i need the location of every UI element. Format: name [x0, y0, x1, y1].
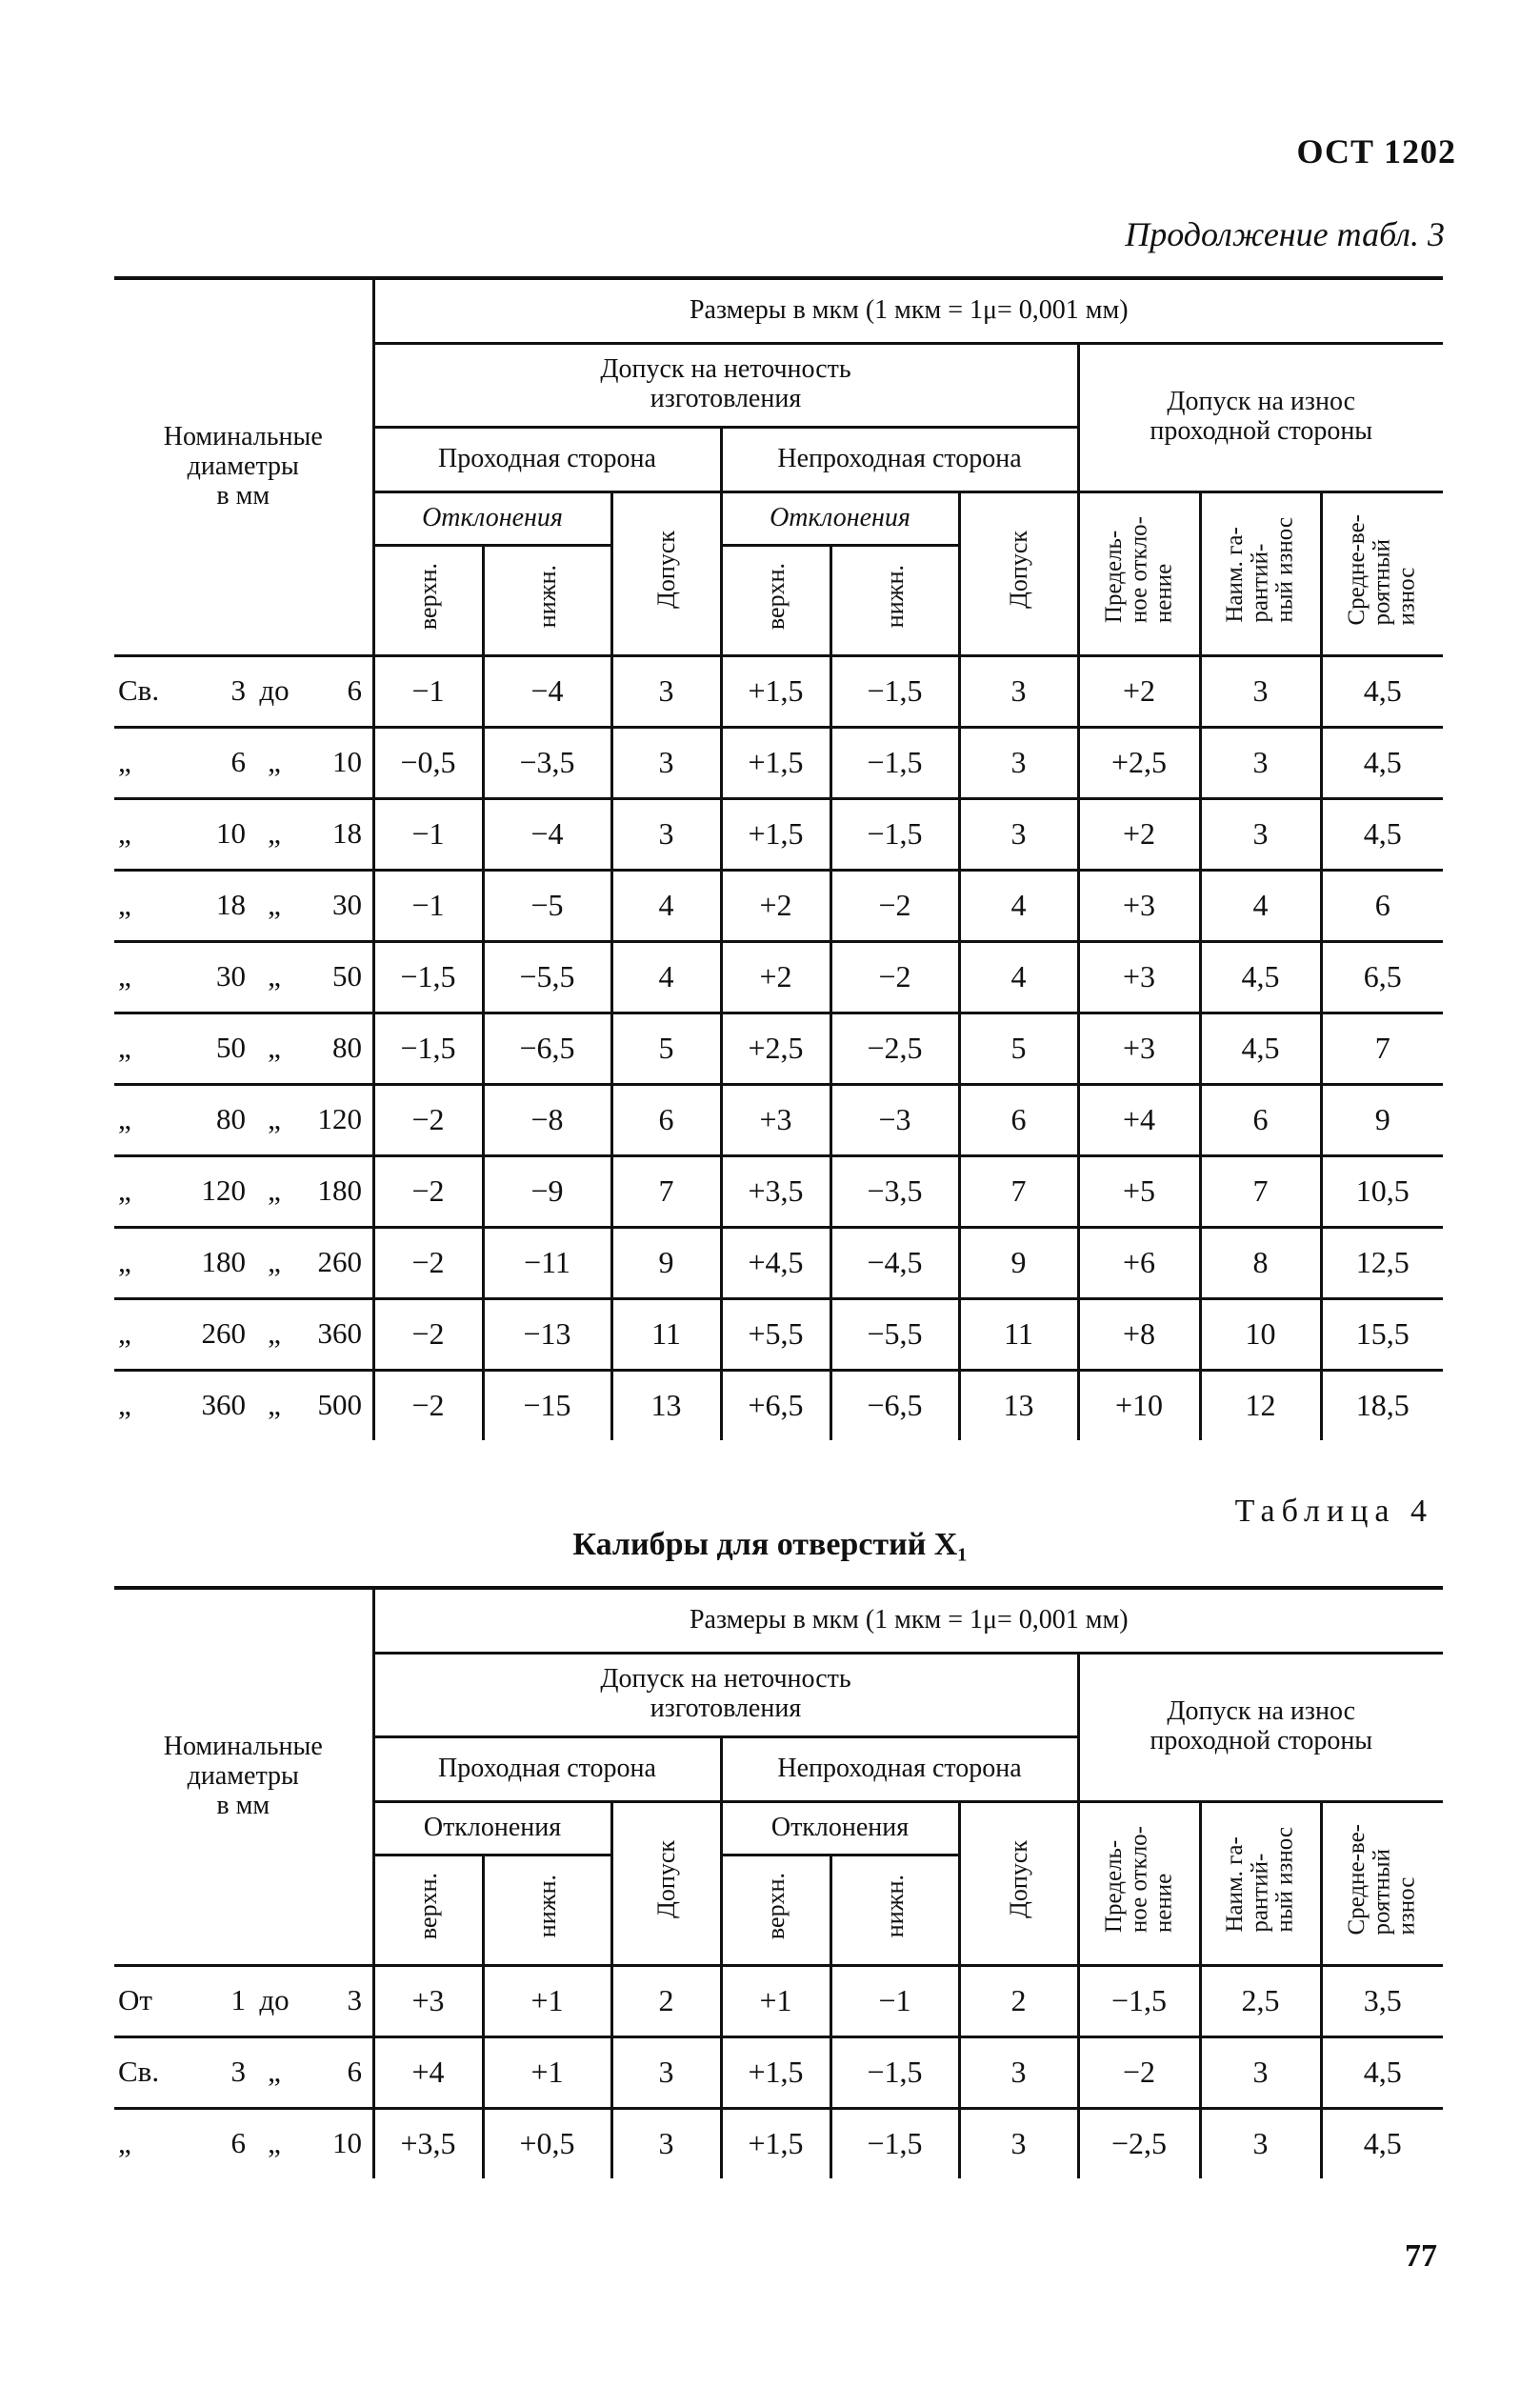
nominal-diameter-cell	[114, 655, 373, 727]
nogo-tolerance-header	[959, 1801, 1078, 1965]
nominal-diameter-cell	[114, 2108, 373, 2178]
go-deviations-header: Отклонения	[373, 491, 611, 545]
diameter-to: 120	[317, 1102, 362, 1136]
diameter-to: 30	[332, 888, 362, 922]
table-4-body	[114, 1965, 1443, 2178]
cell-nogo-upper: +4,5	[721, 1227, 830, 1298]
cell-limit-dev: +3	[1078, 870, 1200, 941]
cell-go-lower: −6,5	[483, 1013, 611, 1084]
cell-go-upper: +4	[373, 2036, 483, 2108]
diameter-conj: „	[268, 1031, 281, 1065]
nominal-diameter-cell	[114, 2036, 373, 2108]
table-row	[114, 1298, 1443, 1370]
nominal-diameter-cell	[114, 1155, 373, 1227]
cell-go-lower: −5	[483, 870, 611, 941]
diameter-pre: „	[118, 1316, 131, 1351]
diameter-conj: „	[268, 745, 281, 779]
cell-nogo-lower: −6,5	[830, 1370, 959, 1440]
nominal-diameter-cell	[114, 1227, 373, 1298]
cell-nogo-tol: 7	[959, 1155, 1078, 1227]
diameter-from: 10	[216, 816, 246, 851]
diameter-from: 260	[201, 1316, 246, 1351]
diameter-from: 30	[216, 959, 246, 993]
nogo-deviations-header: Отклонения	[721, 1801, 959, 1855]
wear-tolerance-header: Допуск на износ проходной стороны	[1078, 1653, 1443, 1801]
cell-go-lower: −15	[483, 1370, 611, 1440]
mean-probable-wear-header	[1321, 1801, 1443, 1965]
nominal-diameter-cell	[114, 1084, 373, 1155]
cell-mean-wear: 15,5	[1321, 1298, 1443, 1370]
nominal-diameter-cell	[114, 727, 373, 798]
cell-go-tol: 3	[611, 2036, 721, 2108]
nominal-diameter-cell	[114, 1298, 373, 1370]
diameter-to: 6	[347, 2055, 362, 2089]
diameter-conj: „	[268, 2126, 281, 2160]
cell-nogo-lower: −3	[830, 1084, 959, 1155]
cell-go-tol: 9	[611, 1227, 721, 1298]
go-deviations-header: Отклонения	[373, 1801, 611, 1855]
cell-go-upper: −0,5	[373, 727, 483, 798]
cell-mean-wear: 6	[1321, 870, 1443, 941]
go-upper-label: верхн.	[413, 563, 442, 631]
cell-nogo-tol: 9	[959, 1227, 1078, 1298]
diameter-conj: „	[268, 1388, 281, 1422]
diameter-pre: „	[118, 2126, 131, 2160]
cell-mean-wear: 4,5	[1321, 727, 1443, 798]
nogo-upper-header	[721, 1855, 830, 1965]
page-number: 77	[1405, 2238, 1437, 2274]
cell-nogo-lower: −4,5	[830, 1227, 959, 1298]
cell-mean-wear: 4,5	[1321, 655, 1443, 727]
cell-go-tol: 3	[611, 2108, 721, 2178]
cell-nogo-lower: −2	[830, 941, 959, 1013]
table-row	[114, 1227, 1443, 1298]
diameter-conj: „	[268, 1316, 281, 1351]
diameter-to: 18	[332, 816, 362, 851]
cell-go-lower: +1	[483, 1965, 611, 2036]
cell-mean-wear: 7	[1321, 1013, 1443, 1084]
cell-nogo-lower: −5,5	[830, 1298, 959, 1370]
cell-mean-wear: 10,5	[1321, 1155, 1443, 1227]
diameter-pre: „	[118, 959, 131, 993]
cell-go-lower: −13	[483, 1298, 611, 1370]
table-row	[114, 1084, 1443, 1155]
diameter-pre: „	[118, 888, 131, 922]
diameter-conj: до	[259, 1983, 290, 2017]
cell-nogo-tol: 11	[959, 1298, 1078, 1370]
diameter-from: 80	[216, 1102, 246, 1136]
cell-nogo-tol: 13	[959, 1370, 1078, 1440]
limit-deviation-label: Предель- ное откло- нение	[1100, 1826, 1177, 1934]
manufacturing-tolerance-header: Допуск на неточность изготовления	[373, 1653, 1078, 1736]
cell-go-lower: −9	[483, 1155, 611, 1227]
table-4-title: Калибры для отверстий X₁	[572, 1527, 968, 1562]
nogo-tolerance-header	[959, 491, 1078, 655]
cell-nogo-upper: +1	[721, 1965, 830, 2036]
cell-go-upper: −1	[373, 798, 483, 870]
go-tolerance-header	[611, 491, 721, 655]
cell-go-upper: −1	[373, 870, 483, 941]
cell-nogo-upper: +5,5	[721, 1298, 830, 1370]
cell-min-wear: 3	[1200, 2036, 1321, 2108]
cell-nogo-tol: 3	[959, 655, 1078, 727]
nogo-lower-label: нижн.	[880, 1875, 909, 1938]
diameter-from: 1	[230, 1983, 246, 2017]
diameter-pre: От	[118, 1983, 152, 2017]
cell-nogo-tol: 3	[959, 798, 1078, 870]
table-row	[114, 655, 1443, 727]
cell-nogo-lower: −1,5	[830, 2036, 959, 2108]
nogo-tolerance-label: Допуск	[1004, 1840, 1032, 1919]
cell-go-lower: −4	[483, 655, 611, 727]
table-3-body	[114, 655, 1443, 1440]
sizes-unit-header: Размеры в мкм (1 мкм = 1μ= 0,001 мм)	[373, 278, 1443, 343]
diameter-to: 10	[332, 745, 362, 779]
cell-limit-dev: +4	[1078, 1084, 1200, 1155]
go-lower-header	[483, 1855, 611, 1965]
table-row	[114, 1013, 1443, 1084]
cell-go-tol: 3	[611, 655, 721, 727]
go-side-header: Проходная сторона	[373, 1736, 721, 1801]
cell-mean-wear: 18,5	[1321, 1370, 1443, 1440]
cell-go-upper: −1,5	[373, 1013, 483, 1084]
cell-nogo-lower: −1,5	[830, 655, 959, 727]
cell-mean-wear: 4,5	[1321, 798, 1443, 870]
diameter-from: 120	[201, 1173, 246, 1208]
cell-nogo-upper: +1,5	[721, 2036, 830, 2108]
limit-deviation-label: Предель- ное откло- нение	[1100, 516, 1177, 624]
table-row	[114, 2036, 1443, 2108]
cell-go-tol: 4	[611, 941, 721, 1013]
nogo-deviations-header: Отклонения	[721, 491, 959, 545]
cell-limit-dev: +3	[1078, 1013, 1200, 1084]
diameter-conj: „	[268, 1102, 281, 1136]
diameter-from: 6	[230, 745, 246, 779]
nominal-diameter-cell	[114, 1965, 373, 2036]
cell-go-upper: +3	[373, 1965, 483, 2036]
cell-min-wear: 6	[1200, 1084, 1321, 1155]
diameter-pre: „	[118, 1102, 131, 1136]
cell-min-wear: 12	[1200, 1370, 1321, 1440]
nominal-diameter-cell	[114, 798, 373, 870]
diameter-from: 18	[216, 888, 246, 922]
nogo-lower-header	[830, 1855, 959, 1965]
cell-go-lower: +1	[483, 2036, 611, 2108]
cell-nogo-upper: +2	[721, 941, 830, 1013]
diameter-conj: до	[259, 673, 290, 708]
cell-limit-dev: +2	[1078, 798, 1200, 870]
cell-go-upper: −2	[373, 1084, 483, 1155]
cell-go-tol: 2	[611, 1965, 721, 2036]
cell-limit-dev: +8	[1078, 1298, 1200, 1370]
cell-limit-dev: −1,5	[1078, 1965, 1200, 2036]
cell-min-wear: 8	[1200, 1227, 1321, 1298]
cell-min-wear: 4,5	[1200, 941, 1321, 1013]
cell-nogo-tol: 3	[959, 2108, 1078, 2178]
cell-nogo-tol: 3	[959, 727, 1078, 798]
cell-nogo-lower: −3,5	[830, 1155, 959, 1227]
diameter-from: 360	[201, 1388, 246, 1422]
cell-limit-dev: +3	[1078, 941, 1200, 1013]
cell-limit-dev: −2,5	[1078, 2108, 1200, 2178]
cell-nogo-tol: 3	[959, 2036, 1078, 2108]
diameter-from: 3	[230, 2055, 246, 2089]
diameter-to: 6	[347, 673, 362, 708]
go-upper-label: верхн.	[413, 1873, 442, 1940]
cell-go-upper: −2	[373, 1227, 483, 1298]
table-row	[114, 1155, 1443, 1227]
cell-go-lower: −8	[483, 1084, 611, 1155]
cell-limit-dev: +5	[1078, 1155, 1200, 1227]
cell-nogo-upper: +3	[721, 1084, 830, 1155]
manufacturing-tolerance-header: Допуск на неточность изготовления	[373, 343, 1078, 427]
standard-code: ОСТ 1202	[1296, 132, 1456, 170]
min-guaranteed-wear-header	[1200, 1801, 1321, 1965]
cell-min-wear: 2,5	[1200, 1965, 1321, 2036]
table-4-label: Таблица 4	[1234, 1494, 1433, 1529]
cell-nogo-upper: +1,5	[721, 798, 830, 870]
cell-go-upper: −1	[373, 655, 483, 727]
cell-nogo-tol: 4	[959, 941, 1078, 1013]
cell-nogo-tol: 2	[959, 1965, 1078, 2036]
nominal-diameter-cell	[114, 1013, 373, 1084]
cell-nogo-upper: +2,5	[721, 1013, 830, 1084]
diameter-from: 50	[216, 1031, 246, 1065]
cell-mean-wear: 4,5	[1321, 2036, 1443, 2108]
cell-limit-dev: +10	[1078, 1370, 1200, 1440]
min-guaranteed-wear-label: Наим. га- рантий- ный износ	[1222, 1827, 1298, 1933]
go-lower-header	[483, 545, 611, 655]
table-row	[114, 1965, 1443, 2036]
cell-go-tol: 7	[611, 1155, 721, 1227]
diameter-pre: „	[118, 816, 131, 851]
diameter-conj: „	[268, 2055, 281, 2089]
cell-nogo-tol: 4	[959, 870, 1078, 941]
diameter-pre: „	[118, 1173, 131, 1208]
table-row	[114, 1370, 1443, 1440]
table-row	[114, 727, 1443, 798]
cell-mean-wear: 3,5	[1321, 1965, 1443, 2036]
cell-go-tol: 11	[611, 1298, 721, 1370]
continuation-label: Продолжение табл. 3	[1125, 215, 1445, 253]
diameter-pre: Св.	[118, 2055, 160, 2089]
table-3	[114, 276, 1443, 1440]
cell-limit-dev: +2	[1078, 655, 1200, 727]
cell-mean-wear: 12,5	[1321, 1227, 1443, 1298]
diameter-conj: „	[268, 1245, 281, 1279]
nogo-lower-label: нижн.	[880, 565, 909, 629]
cell-go-upper: −1,5	[373, 941, 483, 1013]
cell-nogo-lower: −1,5	[830, 2108, 959, 2178]
cell-go-lower: −4	[483, 798, 611, 870]
nogo-upper-label: верхн.	[761, 1873, 790, 1940]
diameter-to: 50	[332, 959, 362, 993]
cell-nogo-lower: −1,5	[830, 798, 959, 870]
cell-nogo-lower: −2,5	[830, 1013, 959, 1084]
table-4	[114, 1586, 1443, 2178]
diameter-pre: „	[118, 745, 131, 779]
table-3-header	[114, 278, 1443, 655]
go-tolerance-label: Допуск	[651, 1840, 680, 1919]
cell-min-wear: 3	[1200, 727, 1321, 798]
cell-mean-wear: 6,5	[1321, 941, 1443, 1013]
diameter-to: 3	[347, 1983, 362, 2017]
cell-nogo-lower: −1,5	[830, 727, 959, 798]
nominal-diameter-cell	[114, 1370, 373, 1440]
cell-min-wear: 4,5	[1200, 1013, 1321, 1084]
nogo-upper-label: верхн.	[761, 563, 790, 631]
diameter-to: 80	[332, 1031, 362, 1065]
table-row	[114, 798, 1443, 870]
table-row	[114, 2108, 1443, 2178]
cell-go-upper: +3,5	[373, 2108, 483, 2178]
mean-probable-wear-header	[1321, 491, 1443, 655]
cell-limit-dev: +2,5	[1078, 727, 1200, 798]
table-row	[114, 870, 1443, 941]
nogo-upper-header	[721, 545, 830, 655]
table-4-header	[114, 1588, 1443, 1965]
go-lower-label: нижн.	[532, 1875, 561, 1938]
cell-nogo-tol: 5	[959, 1013, 1078, 1084]
cell-go-tol: 6	[611, 1084, 721, 1155]
cell-min-wear: 7	[1200, 1155, 1321, 1227]
go-lower-label: нижн.	[532, 565, 561, 629]
diameter-conj: „	[268, 959, 281, 993]
cell-go-tol: 3	[611, 727, 721, 798]
diameter-from: 180	[201, 1245, 246, 1279]
diameter-to: 360	[317, 1316, 362, 1351]
diameter-to: 500	[317, 1388, 362, 1422]
go-upper-header	[373, 1855, 483, 1965]
cell-go-lower: +0,5	[483, 2108, 611, 2178]
cell-nogo-upper: +3,5	[721, 1155, 830, 1227]
go-tolerance-header	[611, 1801, 721, 1965]
cell-go-tol: 3	[611, 798, 721, 870]
diameter-to: 260	[317, 1245, 362, 1279]
diameter-pre: „	[118, 1388, 131, 1422]
nogo-side-header: Непроходная сторона	[721, 1736, 1078, 1801]
go-side-header: Проходная сторона	[373, 427, 721, 491]
cell-nogo-lower: −2	[830, 870, 959, 941]
cell-go-upper: −2	[373, 1298, 483, 1370]
cell-go-upper: −2	[373, 1155, 483, 1227]
mean-probable-wear-label: Средне-ве- роятный износ	[1344, 1824, 1420, 1936]
cell-limit-dev: +6	[1078, 1227, 1200, 1298]
diameter-pre: Св.	[118, 673, 160, 708]
cell-mean-wear: 4,5	[1321, 2108, 1443, 2178]
nominal-diameters-header: Номинальные диаметры в мм	[114, 1588, 373, 1965]
cell-go-tol: 5	[611, 1013, 721, 1084]
nogo-lower-header	[830, 545, 959, 655]
nogo-tolerance-label: Допуск	[1004, 531, 1032, 610]
wear-tolerance-header: Допуск на износ проходной стороны	[1078, 343, 1443, 491]
cell-go-lower: −3,5	[483, 727, 611, 798]
diameter-from: 6	[230, 2126, 246, 2160]
cell-go-upper: −2	[373, 1370, 483, 1440]
cell-nogo-lower: −1	[830, 1965, 959, 2036]
cell-nogo-upper: +6,5	[721, 1370, 830, 1440]
diameter-pre: „	[118, 1031, 131, 1065]
cell-min-wear: 3	[1200, 2108, 1321, 2178]
nominal-diameter-cell	[114, 941, 373, 1013]
cell-min-wear: 4	[1200, 870, 1321, 941]
min-guaranteed-wear-header	[1200, 491, 1321, 655]
go-tolerance-label: Допуск	[651, 531, 680, 610]
cell-go-tol: 4	[611, 870, 721, 941]
cell-min-wear: 3	[1200, 798, 1321, 870]
cell-nogo-upper: +1,5	[721, 2108, 830, 2178]
cell-nogo-tol: 6	[959, 1084, 1078, 1155]
cell-nogo-upper: +1,5	[721, 727, 830, 798]
nogo-side-header: Непроходная сторона	[721, 427, 1078, 491]
diameter-to: 10	[332, 2126, 362, 2160]
cell-go-lower: −5,5	[483, 941, 611, 1013]
diameter-conj: „	[268, 816, 281, 851]
cell-min-wear: 3	[1200, 655, 1321, 727]
cell-limit-dev: −2	[1078, 2036, 1200, 2108]
table-row	[114, 941, 1443, 1013]
nominal-diameters-header: Номинальные диаметры в мм	[114, 278, 373, 655]
cell-nogo-upper: +2	[721, 870, 830, 941]
limit-deviation-header	[1078, 491, 1200, 655]
limit-deviation-header	[1078, 1801, 1200, 1965]
sizes-unit-header: Размеры в мкм (1 мкм = 1μ= 0,001 мм)	[373, 1588, 1443, 1653]
go-upper-header	[373, 545, 483, 655]
cell-mean-wear: 9	[1321, 1084, 1443, 1155]
diameter-pre: „	[118, 1245, 131, 1279]
diameter-conj: „	[268, 888, 281, 922]
cell-nogo-upper: +1,5	[721, 655, 830, 727]
cell-min-wear: 10	[1200, 1298, 1321, 1370]
diameter-to: 180	[317, 1173, 362, 1208]
cell-go-lower: −11	[483, 1227, 611, 1298]
diameter-from: 3	[230, 673, 246, 708]
mean-probable-wear-label: Средне-ве- роятный износ	[1344, 514, 1420, 626]
diameter-conj: „	[268, 1173, 281, 1208]
nominal-diameter-cell	[114, 870, 373, 941]
cell-go-tol: 13	[611, 1370, 721, 1440]
min-guaranteed-wear-label: Наим. га- рантий- ный износ	[1222, 517, 1298, 623]
